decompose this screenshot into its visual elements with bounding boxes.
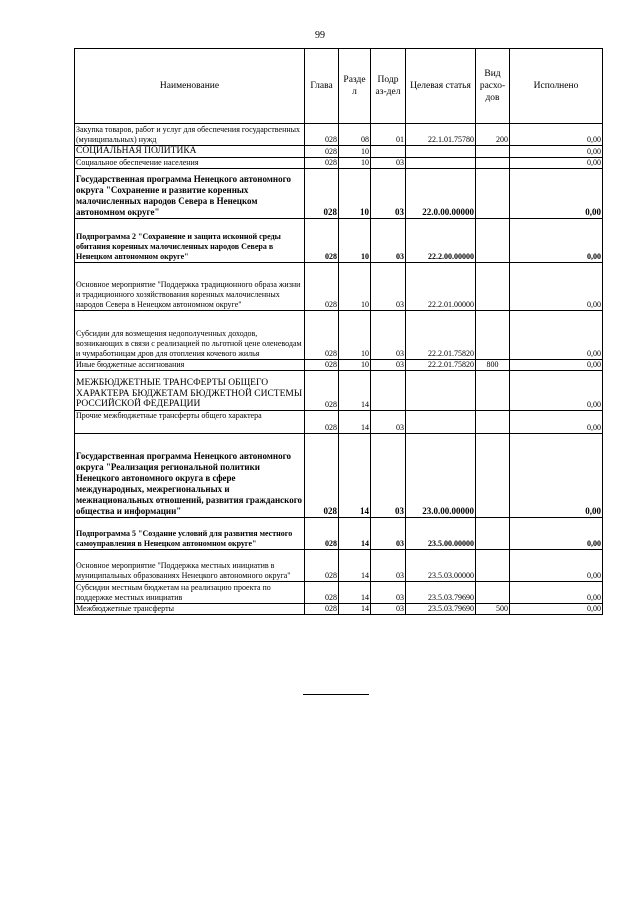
row-glava: 028 — [305, 581, 339, 603]
row-target: 22.2.01.75820 — [406, 310, 476, 359]
table-row — [75, 168, 603, 218]
row-name: Иные бюджетные ассигнования — [75, 359, 305, 370]
row-glava: 028 — [305, 146, 339, 158]
row-target — [406, 410, 476, 433]
row-glava: 028 — [305, 370, 339, 410]
row-podrazdel: 03 — [371, 310, 406, 359]
row-vid — [476, 310, 510, 359]
row-vid — [476, 262, 510, 310]
row-name: Субсидии для возмещения недополученных доходов, возникающих в связи с реализацией по льготной цене оленеводам и чумработницам дров для отопления кочевого жилья — [75, 310, 305, 359]
table-row — [75, 146, 603, 158]
row-name: Закупка товаров, работ и услуг для обеспечения государственных (муниципальных) нужд — [75, 124, 305, 146]
table-row — [75, 581, 603, 603]
row-razdel: 14 — [339, 603, 371, 614]
table-row — [75, 517, 603, 549]
table-row — [75, 433, 603, 517]
row-name: Межбюджетные трансферты — [75, 603, 305, 614]
row-podrazdel: 03 — [371, 433, 406, 517]
row-vid: 500 — [476, 603, 510, 614]
row-target: 22.1.01.75780 — [406, 124, 476, 146]
header-razdel: Разде л — [339, 49, 371, 124]
table-header-row — [75, 49, 603, 124]
row-ispolneno: 0,00 — [510, 581, 603, 603]
row-podrazdel: 03 — [371, 168, 406, 218]
row-ispolneno: 0,00 — [510, 359, 603, 370]
row-target: 23.5.00.00000 — [406, 517, 476, 549]
header-vid: Вид расхо- дов — [476, 49, 510, 124]
row-podrazdel: 03 — [371, 549, 406, 581]
row-vid — [476, 157, 510, 168]
row-podrazdel — [371, 370, 406, 410]
row-name: СОЦИАЛЬНАЯ ПОЛИТИКА — [75, 146, 305, 158]
row-podrazdel: 03 — [371, 410, 406, 433]
row-name: Подпрограмма 5 "Создание условий для развития местного самоуправления в Ненецком автономном округе" — [75, 517, 305, 549]
header-glava: Глава — [305, 49, 339, 124]
row-podrazdel: 03 — [371, 262, 406, 310]
row-razdel: 14 — [339, 549, 371, 581]
row-name: Государственная программа Ненецкого автономного округа "Сохранение и развитие коренных малочисленных народов Севера в Ненецком автономном округе" — [75, 168, 305, 218]
row-podrazdel — [371, 146, 406, 158]
row-target: 23.5.03.00000 — [406, 549, 476, 581]
row-name: Основное мероприятие "Поддержка местных инициатив в муниципальных образованиях Ненецкого автономного округа" — [75, 549, 305, 581]
row-ispolneno: 0,00 — [510, 517, 603, 549]
row-ispolneno: 0,00 — [510, 146, 603, 158]
row-glava: 028 — [305, 549, 339, 581]
row-razdel: 10 — [339, 310, 371, 359]
header-podrazdel: Подр аз-дел — [371, 49, 406, 124]
table-row — [75, 410, 603, 433]
row-vid: 800 — [476, 359, 510, 370]
row-target: 22.0.00.00000 — [406, 168, 476, 218]
row-podrazdel: 03 — [371, 517, 406, 549]
row-vid — [476, 581, 510, 603]
row-glava: 028 — [305, 168, 339, 218]
row-vid — [476, 433, 510, 517]
row-name: МЕЖБЮДЖЕТНЫЕ ТРАНСФЕРТЫ ОБЩЕГО ХАРАКТЕРА БЮДЖЕТАМ БЮДЖЕТНОЙ СИСТЕМЫ РОССИЙСКОЙ ФЕДЕРАЦИИ — [75, 370, 305, 410]
row-podrazdel: 01 — [371, 124, 406, 146]
row-glava: 028 — [305, 124, 339, 146]
row-glava: 028 — [305, 410, 339, 433]
page-number: 99 — [315, 30, 325, 41]
table-row — [75, 359, 603, 370]
header-ispolneno: Исполнено — [510, 49, 603, 124]
row-podrazdel: 03 — [371, 218, 406, 262]
table-row — [75, 124, 603, 146]
row-ispolneno: 0,00 — [510, 370, 603, 410]
row-razdel: 14 — [339, 370, 371, 410]
table-row — [75, 549, 603, 581]
row-name: Подпрограмма 2 "Сохранение и защита исконной среды обитания коренных малочисленных народов Севера в Ненецком автономном округе" — [75, 218, 305, 262]
header-name: Наименование — [75, 49, 305, 124]
row-podrazdel: 03 — [371, 581, 406, 603]
table-row — [75, 262, 603, 310]
row-name: Социальное обеспечение населения — [75, 157, 305, 168]
row-target: 22.2.01.00000 — [406, 262, 476, 310]
budget-table — [74, 48, 603, 615]
row-ispolneno: 0,00 — [510, 410, 603, 433]
row-name: Прочие межбюджетные трансферты общего характера — [75, 410, 305, 433]
row-glava: 028 — [305, 218, 339, 262]
row-target: 23.5.03.79690 — [406, 603, 476, 614]
row-ispolneno: 0,00 — [510, 433, 603, 517]
row-razdel: 10 — [339, 168, 371, 218]
row-glava: 028 — [305, 517, 339, 549]
row-glava: 028 — [305, 262, 339, 310]
row-target: 23.0.00.00000 — [406, 433, 476, 517]
row-glava: 028 — [305, 603, 339, 614]
row-razdel: 08 — [339, 124, 371, 146]
row-ispolneno: 0,00 — [510, 157, 603, 168]
row-target — [406, 146, 476, 158]
row-vid — [476, 370, 510, 410]
row-name: Государственная программа Ненецкого автономного округа "Реализация региональной политики Ненецкого автономного округа в сфере международных, межрегиональных и межнациональных отношений, развития гражданского общества и информации" — [75, 433, 305, 517]
row-target: 23.5.03.79690 — [406, 581, 476, 603]
row-target: 22.2.00.00000 — [406, 218, 476, 262]
header-target: Целевая статья — [406, 49, 476, 124]
row-glava: 028 — [305, 433, 339, 517]
row-name: Субсидии местным бюджетам на реализацию проекта по поддержке местных инициатив — [75, 581, 305, 603]
table-row — [75, 218, 603, 262]
row-name: Основное мероприятие "Поддержка традиционного образа жизни и традиционного хозяйствования коренных малочисленных народов Севера в Ненецком автономном округе" — [75, 262, 305, 310]
footer-divider — [303, 694, 369, 695]
row-target — [406, 157, 476, 168]
row-vid — [476, 146, 510, 158]
row-glava: 028 — [305, 157, 339, 168]
row-glava: 028 — [305, 310, 339, 359]
row-podrazdel: 03 — [371, 157, 406, 168]
table-row — [75, 603, 603, 614]
row-razdel: 10 — [339, 146, 371, 158]
table-row — [75, 370, 603, 410]
row-ispolneno: 0,00 — [510, 603, 603, 614]
row-vid — [476, 168, 510, 218]
table-row — [75, 157, 603, 168]
row-ispolneno: 0,00 — [510, 310, 603, 359]
row-razdel: 10 — [339, 157, 371, 168]
row-ispolneno: 0,00 — [510, 168, 603, 218]
row-target — [406, 370, 476, 410]
row-razdel: 14 — [339, 433, 371, 517]
row-ispolneno: 0,00 — [510, 218, 603, 262]
row-vid — [476, 218, 510, 262]
row-target: 22.2.01.75820 — [406, 359, 476, 370]
row-vid — [476, 410, 510, 433]
row-ispolneno: 0,00 — [510, 549, 603, 581]
row-podrazdel: 03 — [371, 359, 406, 370]
row-razdel: 10 — [339, 359, 371, 370]
row-razdel: 14 — [339, 517, 371, 549]
row-vid — [476, 517, 510, 549]
row-razdel: 10 — [339, 218, 371, 262]
row-razdel: 14 — [339, 410, 371, 433]
row-vid: 200 — [476, 124, 510, 146]
table-row — [75, 310, 603, 359]
row-razdel: 14 — [339, 581, 371, 603]
row-ispolneno: 0,00 — [510, 262, 603, 310]
row-glava: 028 — [305, 359, 339, 370]
row-podrazdel: 03 — [371, 603, 406, 614]
row-razdel: 10 — [339, 262, 371, 310]
row-vid — [476, 549, 510, 581]
row-ispolneno: 0,00 — [510, 124, 603, 146]
